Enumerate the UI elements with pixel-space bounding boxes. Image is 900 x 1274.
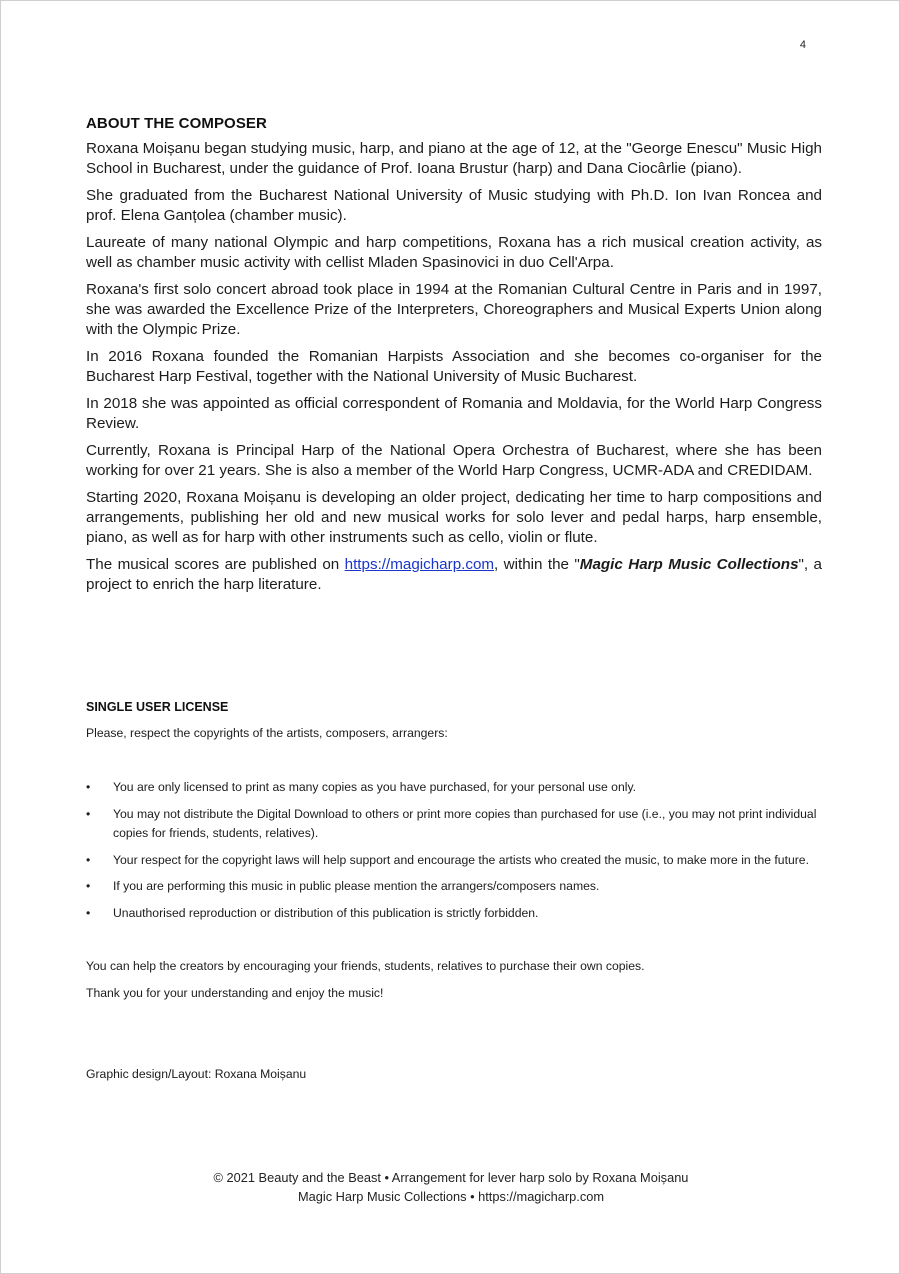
thanks-text: Thank you for your understanding and enjoy the music! [86, 986, 384, 1000]
composer-paragraph: Roxana Moișanu began studying music, harp, and piano at the age of 12, at the "George Enescu" Music High School in Bucharest, under the guidance of Prof. Ioana Brustur (harp) and Dana Ciocârlie (piano). [86, 140, 822, 177]
bullet-icon: • [86, 806, 91, 821]
page-number: 4 [799, 39, 806, 51]
license-heading: SINGLE USER LICENSE [86, 700, 229, 714]
license-item [86, 805, 822, 844]
composer-paragraph: In 2016 Roxana founded the Romanian Harpists Association and she becomes co-organiser for the Bucharest Harp Festival, together with the National University of Music Bucharest. [86, 348, 822, 385]
publication-suffix: ", a project to enrich the harp literature. [86, 556, 822, 593]
bullet-icon: • [86, 905, 91, 920]
publication-paragraph [86, 555, 822, 595]
composer-paragraph: Starting 2020, Roxana Moișanu is developing an older project, dedicating her time to harp compositions and arrangements, publishing her old and new musical works for solo lever and pedal harps, harp ensemble, piano, as well as for harp with other instruments such as cello, violin or flute. [86, 489, 822, 546]
bullet-icon: • [86, 879, 91, 893]
about-composer-section [86, 115, 822, 602]
license-item-text: You are only licensed to print as many copies as you have purchased, for your personal use only. [113, 780, 637, 794]
page-footer [1, 1168, 900, 1206]
composer-paragraph: Laureate of many national Olympic and harp competitions, Roxana has a rich musical creation activity, as well as chamber music activity with cellist Mladen Spasinovici in duo Cell'Arpa. [86, 234, 822, 271]
design-credit: Graphic design/Layout: Roxana Moișanu [86, 1067, 307, 1081]
license-item [86, 851, 822, 871]
publication-middle: , within the " [494, 556, 580, 573]
footer-copyright: © 2021 Beauty and the Beast • Arrangement for lever harp solo by Roxana Moișanu [213, 1170, 689, 1185]
help-text: You can help the creators by encouraging your friends, students, relatives to purchase their own copies. [86, 959, 645, 973]
license-intro: Please, respect the copyrights of the artists, composers, arrangers: [86, 726, 448, 740]
bullet-icon: • [86, 852, 91, 867]
composer-paragraph: In 2018 she was appointed as official correspondent of Romania and Moldavia, for the World Harp Congress Review. [86, 395, 822, 432]
license-list [86, 778, 822, 923]
composer-paragraph: Roxana's first solo concert abroad took place in 1994 at the Romanian Cultural Centre in Paris and in 1997, she was awarded the Excellence Prize of the Interpreters, Choreographers and Musical Experts Union along with the Olympic Prize. [86, 281, 822, 338]
license-item [86, 904, 822, 924]
license-item-text: Your respect for the copyright laws will help support and encourage the artists who created the music, to make more in the future. [113, 852, 809, 867]
license-item [86, 778, 822, 798]
footer-collection: Magic Harp Music Collections • https://magicharp.com [297, 1189, 605, 1204]
publication-prefix: The musical scores are published on [86, 556, 345, 573]
license-item-text: You may not distribute the Digital Download to others or print more copies than purchased for use (i.e., you may not print individual copies for friends, students, relatives). [113, 806, 817, 840]
collection-name: Magic Harp Music Collections [579, 556, 799, 573]
composer-paragraph: She graduated from the Bucharest National University of Music studying with Ph.D. Ion Ivan Roncea and prof. Elena Ganțolea (chamber music). [86, 187, 822, 224]
composer-paragraph: Currently, Roxana is Principal Harp of the National Opera Orchestra of Bucharest, where she has been working for over 21 years. She is also a member of the World Harp Congress, UCMR-ADA and CREDIDAM. [86, 442, 822, 479]
magicharp-link[interactable]: https://magicharp.com [344, 556, 495, 573]
license-item [86, 877, 822, 897]
license-item-text: Unauthorised reproduction or distribution of this publication is strictly forbidden. [113, 905, 539, 920]
license-section [86, 700, 822, 1002]
bullet-icon: • [86, 780, 91, 794]
license-item-text: If you are performing this music in public please mention the arrangers/composers names. [113, 879, 600, 893]
composer-heading: ABOUT THE COMPOSER [86, 115, 267, 132]
